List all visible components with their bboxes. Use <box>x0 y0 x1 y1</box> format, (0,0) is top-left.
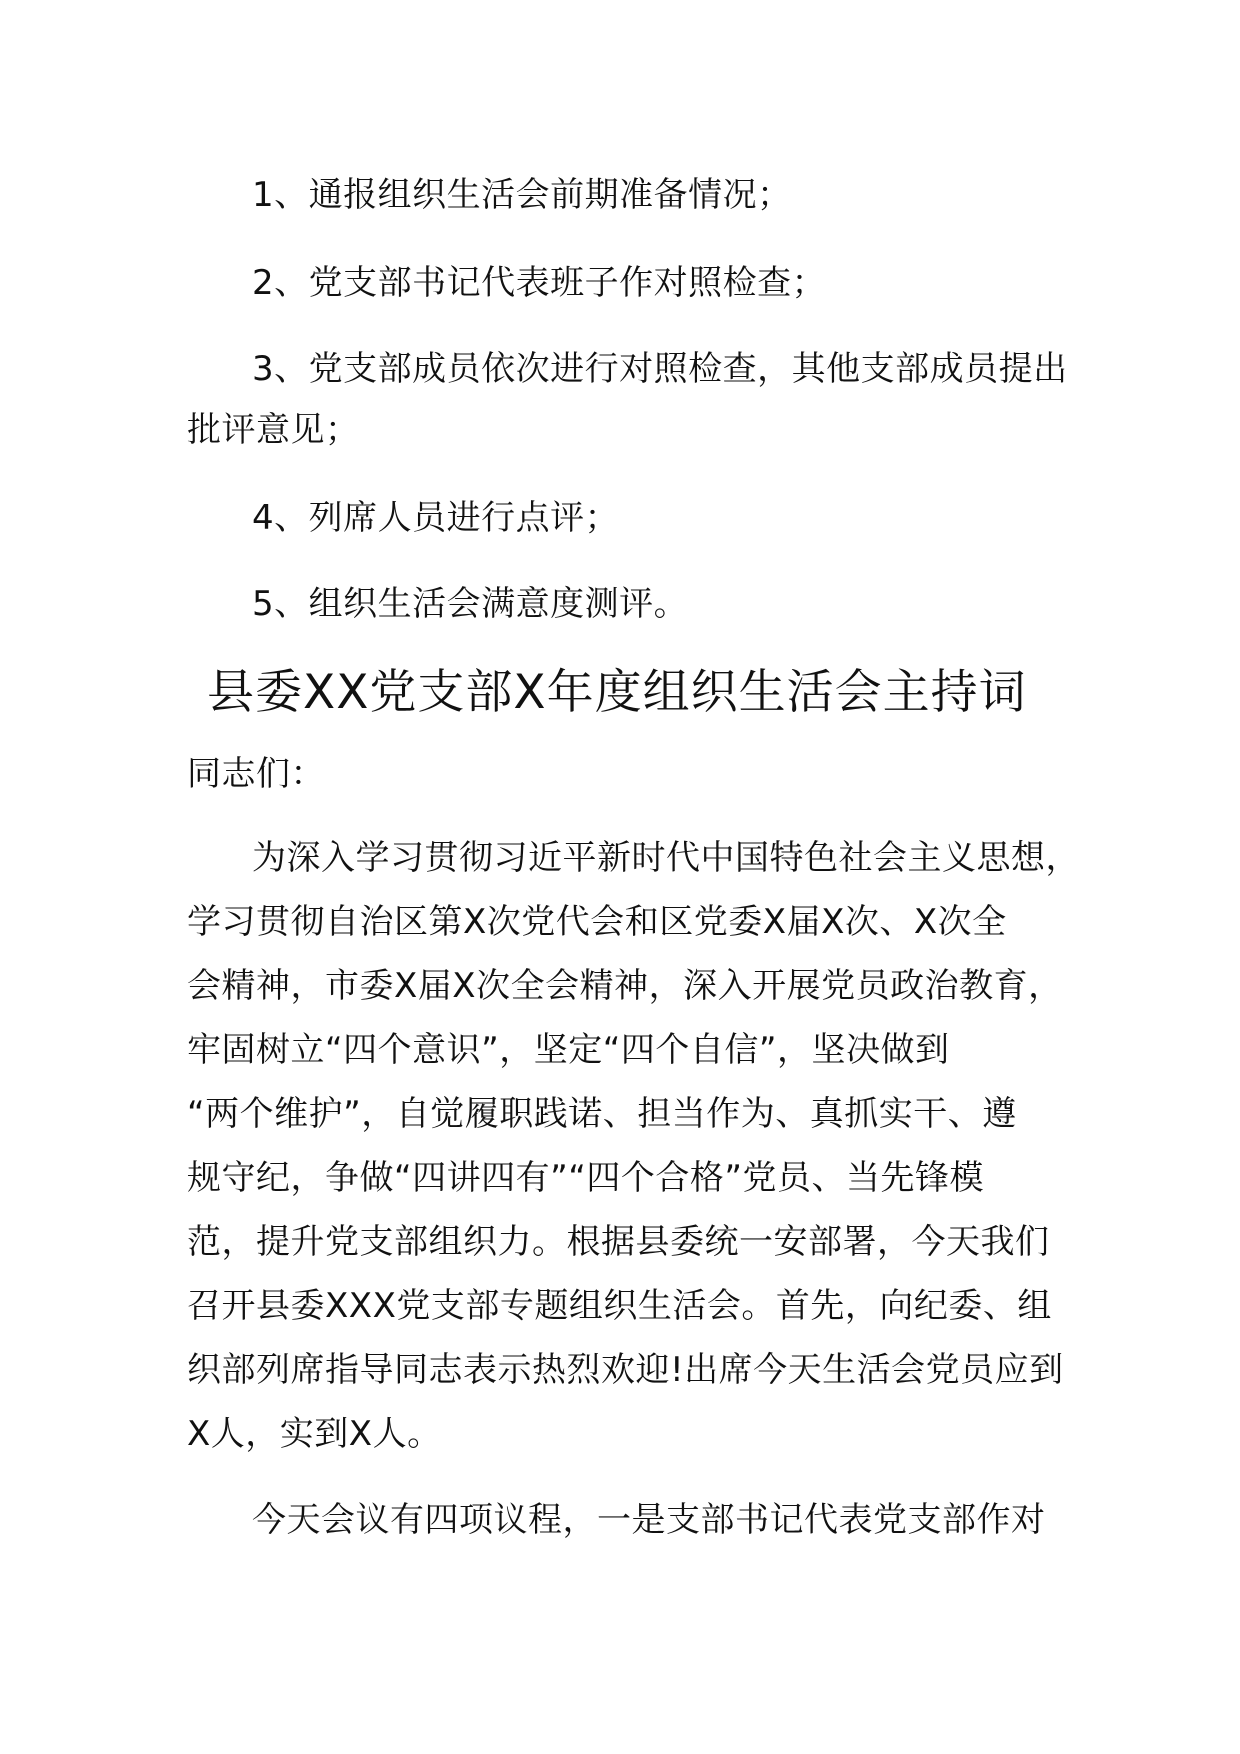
paragraph1-line: X人，实到X人。 <box>187 1414 442 1454</box>
agenda-item-4: 4、列席人员进行点评； <box>252 498 620 538</box>
paragraph1-line: 为深入学习贯彻习近平新时代中国特色社会主义思想， <box>252 838 1080 878</box>
paragraph1-line: 召开县委XXX党支部专题组织生活会。首先，向纪委、组 <box>187 1286 1052 1326</box>
paragraph1-line: 会精神，市委X届X次全会精神，深入开展党员政治教育， <box>187 966 1063 1006</box>
paragraph1-line: 织部列席指导同志表示热烈欢迎!出席今天生活会党员应到 <box>187 1350 1064 1390</box>
paragraph1-line: 范，提升党支部组织力。根据县委统一安部署，今天我们 <box>187 1222 1050 1262</box>
agenda-item-2: 2、党支部书记代表班子作对照检查； <box>252 263 827 303</box>
agenda-item-3: 3、党支部成员依次进行对照检查，其他支部成员提出 <box>252 349 1068 389</box>
paragraph1-line: 学习贯彻自治区第X次党代会和区党委X届X次、X次全 <box>187 902 1007 942</box>
salutation: 同志们： <box>187 754 325 794</box>
paragraph1-line: 牢固树立“四个意识”，坚定“四个自信”，坚决做到 <box>187 1030 950 1070</box>
paragraph1-line: 规守纪，争做“四讲四有”“四个合格”党员、当先锋模 <box>187 1158 984 1198</box>
agenda-item-3-continued: 批评意见； <box>187 410 360 450</box>
agenda-item-5: 5、组织生活会满意度测评。 <box>252 584 689 624</box>
document-title: 县委XX党支部X年度组织生活会主持词 <box>207 665 1027 720</box>
paragraph1-line: “两个维护”，自觉履职践诺、担当作为、真抓实干、遵 <box>187 1094 1017 1134</box>
paragraph2-line: 今天会议有四项议程，一是支部书记代表党支部作对 <box>252 1500 1046 1540</box>
agenda-item-1: 1、通报组织生活会前期准备情况； <box>252 175 792 215</box>
